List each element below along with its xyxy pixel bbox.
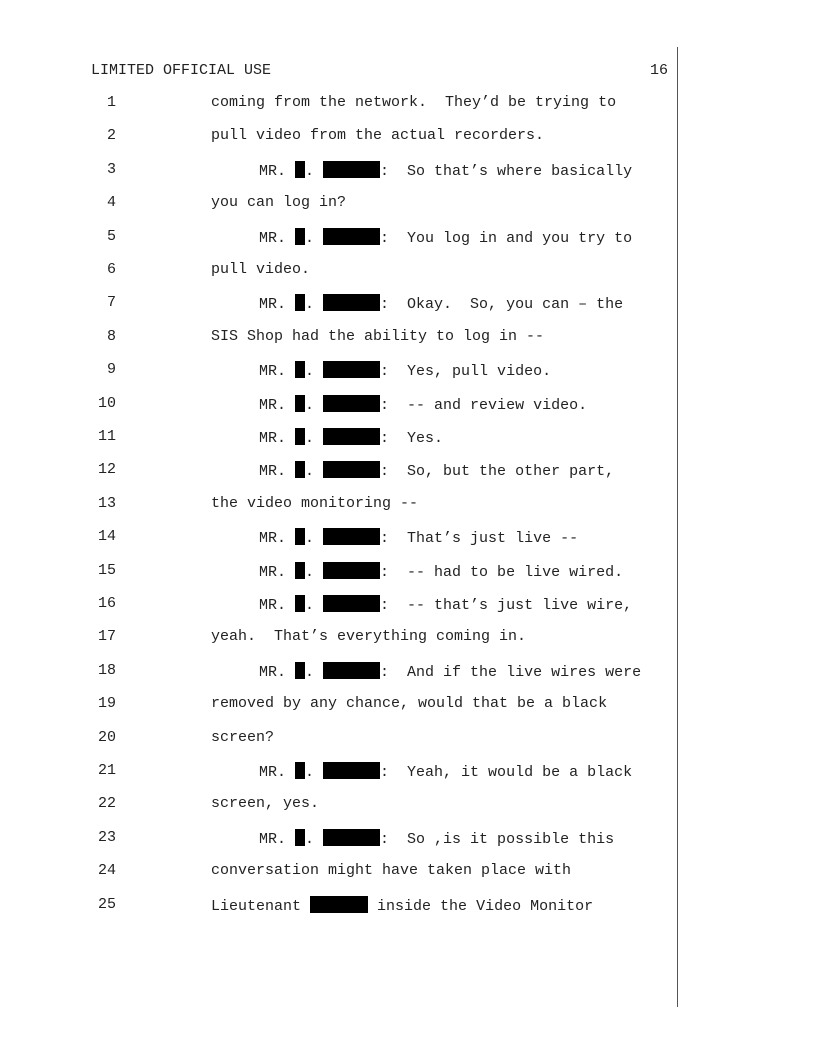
redaction-initial [295, 662, 305, 679]
redaction-initial [295, 228, 305, 245]
line-text: you can log in? [211, 194, 347, 211]
right-margin-rule [677, 47, 678, 1007]
speech-text: So ,is it possible this [407, 831, 615, 848]
redaction-name [310, 896, 368, 913]
redaction-initial [295, 395, 305, 412]
line-text [211, 896, 593, 915]
punct: . [305, 397, 324, 414]
speaker-title: MR. [259, 363, 296, 380]
punct: : [380, 764, 408, 781]
redaction-name [323, 829, 380, 846]
punct: : [380, 163, 408, 180]
line-text [211, 595, 632, 614]
speech-text: And if the live wires were [407, 664, 642, 681]
punct: . [305, 363, 324, 380]
punct: : [380, 564, 408, 581]
rank-text: Lieutenant [211, 898, 311, 915]
punct: . [305, 597, 324, 614]
line-number: 10 [97, 395, 116, 412]
line-text [211, 461, 614, 480]
redaction-initial [295, 762, 305, 779]
space [368, 898, 377, 915]
redaction-initial [295, 361, 305, 378]
line-number: 15 [97, 562, 116, 579]
line-text: coming from the network. They’d be trying to [211, 94, 617, 111]
speech-text: -- and review video. [407, 397, 588, 414]
line-text [211, 161, 632, 180]
speech-text: Yeah, it would be a black [407, 764, 633, 781]
speaker-title: MR. [259, 463, 296, 480]
line-number: 25 [97, 896, 116, 913]
redaction-name [323, 762, 380, 779]
line-text: SIS Shop had the ability to log in -- [211, 328, 545, 345]
speech-text: -- had to be live wired. [407, 564, 624, 581]
redaction-initial [295, 161, 305, 178]
punct: : [380, 230, 408, 247]
line-number: 21 [97, 762, 116, 779]
line-text [211, 395, 587, 414]
punct: . [305, 530, 324, 547]
line-number: 17 [97, 628, 116, 645]
speech-text: -- that’s just live wire, [407, 597, 633, 614]
punct: : [380, 296, 408, 313]
redaction-initial [295, 461, 305, 478]
punct: : [380, 430, 408, 447]
speaker-title: MR. [259, 564, 296, 581]
speaker-title: MR. [259, 530, 296, 547]
punct: . [305, 296, 324, 313]
redaction-initial [295, 562, 305, 579]
redaction-initial [295, 595, 305, 612]
speech-text: Yes. [407, 430, 444, 447]
punct: . [305, 230, 324, 247]
speech-text: You log in and you try to [407, 230, 633, 247]
line-number: 16 [97, 595, 116, 612]
punct: : [380, 463, 408, 480]
line-text [211, 562, 623, 581]
redaction-name [323, 562, 380, 579]
line-text: screen, yes. [211, 795, 320, 812]
line-text [211, 361, 551, 380]
punct: : [380, 530, 408, 547]
speech-text: Yes, pull video. [407, 363, 552, 380]
line-number: 12 [97, 461, 116, 478]
line-text [211, 294, 623, 313]
line-number: 1 [106, 94, 116, 111]
punct: : [380, 597, 408, 614]
line-text: removed by any chance, would that be a black [211, 695, 608, 712]
line-text: pull video from the actual recorders. [211, 127, 545, 144]
redaction-name [323, 228, 380, 245]
speaker-title: MR. [259, 397, 296, 414]
speaker-title: MR. [259, 831, 296, 848]
line-number: 24 [97, 862, 116, 879]
classification-header: LIMITED OFFICIAL USE [91, 62, 272, 79]
speech-text: So that’s where basically [407, 163, 633, 180]
punct: . [305, 463, 324, 480]
line-text [211, 428, 443, 447]
redaction-name [323, 361, 380, 378]
line-text [211, 762, 632, 781]
redaction-name [323, 161, 380, 178]
punct: . [305, 764, 324, 781]
line-text: screen? [211, 729, 275, 746]
line-number: 14 [97, 528, 116, 545]
line-number: 5 [106, 228, 116, 245]
page-number: 16 [649, 62, 668, 79]
line-text: the video monitoring -- [211, 495, 419, 512]
line-number: 13 [97, 495, 116, 512]
speaker-title: MR. [259, 597, 296, 614]
redaction-name [323, 294, 380, 311]
punct: . [305, 564, 324, 581]
speaker-title: MR. [259, 664, 296, 681]
line-text [211, 528, 578, 547]
redaction-name [323, 595, 380, 612]
punct: : [380, 363, 408, 380]
line-text [211, 662, 641, 681]
redaction-initial [295, 428, 305, 445]
line-number: 23 [97, 829, 116, 846]
line-number: 19 [97, 695, 116, 712]
line-text: conversation might have taken place with [211, 862, 572, 879]
punct: : [380, 397, 408, 414]
line-number: 7 [106, 294, 116, 311]
line-number: 6 [106, 261, 116, 278]
line-text: yeah. That’s everything coming in. [211, 628, 527, 645]
punct: . [305, 430, 324, 447]
line-number: 11 [97, 428, 116, 445]
redaction-name [323, 461, 380, 478]
speaker-title: MR. [259, 230, 296, 247]
redaction-name [323, 428, 380, 445]
line-number: 20 [97, 729, 116, 746]
punct: . [305, 664, 324, 681]
punct: . [305, 163, 324, 180]
line-number: 8 [106, 328, 116, 345]
speech-text: So, but the other part, [407, 463, 615, 480]
speaker-title: MR. [259, 163, 296, 180]
line-number: 9 [106, 361, 116, 378]
line-text [211, 829, 614, 848]
speech-text: That’s just live -- [407, 530, 579, 547]
line-number: 3 [106, 161, 116, 178]
line-text: pull video. [211, 261, 311, 278]
line-number: 2 [106, 127, 116, 144]
line-number: 4 [106, 194, 116, 211]
punct: : [380, 664, 408, 681]
punct: : [380, 831, 408, 848]
line-number: 22 [97, 795, 116, 812]
line-number: 18 [97, 662, 116, 679]
redaction-initial [295, 294, 305, 311]
speaker-title: MR. [259, 764, 296, 781]
speaker-title: MR. [259, 430, 296, 447]
punct: . [305, 831, 324, 848]
speaker-title: MR. [259, 296, 296, 313]
redaction-name [323, 662, 380, 679]
redaction-name [323, 395, 380, 412]
redaction-initial [295, 829, 305, 846]
redaction-initial [295, 528, 305, 545]
redaction-name [323, 528, 380, 545]
speech-text: inside the Video Monitor [377, 898, 594, 915]
speech-text: Okay. So, you can – the [407, 296, 624, 313]
line-text [211, 228, 632, 247]
